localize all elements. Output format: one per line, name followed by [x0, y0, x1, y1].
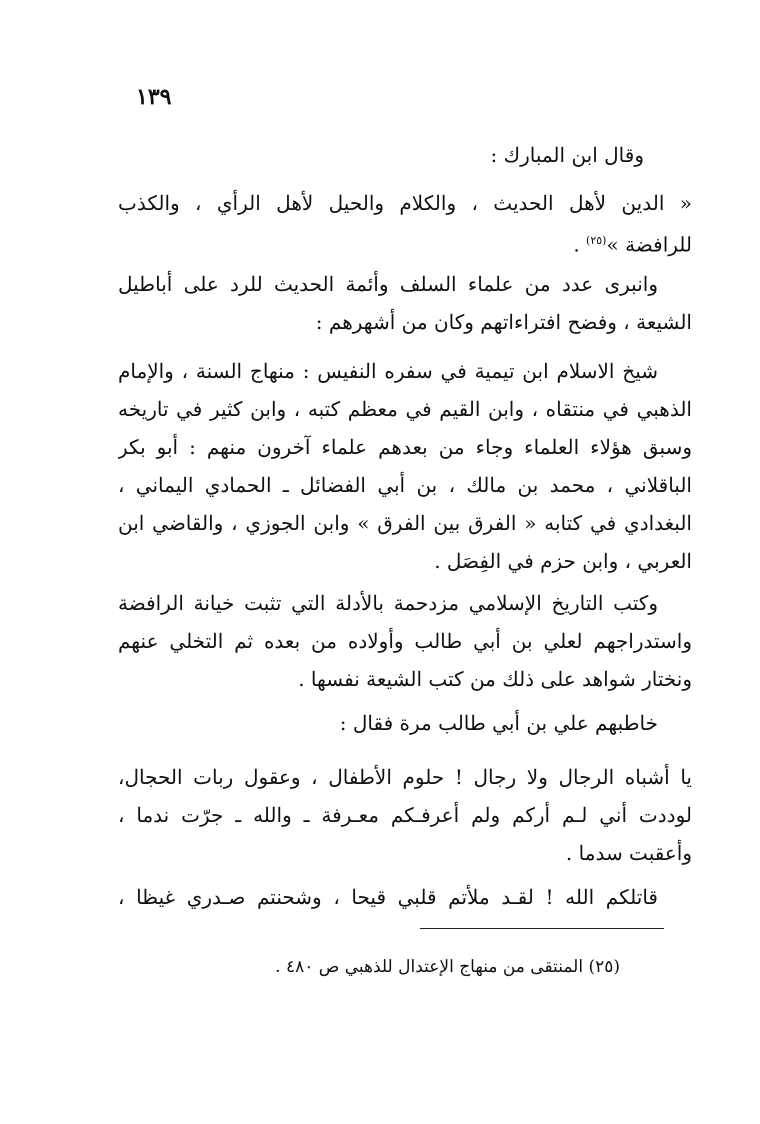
text-line: « الدين لأهل الحديث ، والكلام والحيل لأهل الرأي ، والكذب — [118, 191, 692, 215]
text-line: يا أشباه الرجال ولا رجال ! حلوم الأطفال ، وعقول ربات الحجال، — [118, 765, 692, 789]
text-line: العربي ، وابن حزم في الفِصَل . — [434, 549, 692, 573]
text-line: لوددت أني لـم أركم ولم أعرفـكم معـرفة ـ والله ـ جرّت ندما ، — [118, 803, 692, 827]
paragraph-ibn-mubarak-intro — [118, 136, 692, 174]
text-line: خاطبهم علي بن أبي طالب مرة فقال : — [339, 711, 658, 735]
paragraph-ali-speech — [118, 758, 692, 872]
footnote-reference: (٢٥) — [586, 234, 607, 247]
paragraph-scholars-response — [118, 265, 692, 341]
text-line: وانبرى عدد من علماء السلف وأئمة الحديث للرد على أباطيل — [118, 272, 658, 296]
paragraph-famous-scholars — [118, 352, 692, 580]
text-line: وكتب التاريخ الإسلامي مزدحمة بالأدلة التي تثبت خيانة الرافضة — [118, 591, 658, 615]
text-line: واستدراجهم لعلي بن أبي طالب وأولاده من بعده ثم التخلي عنهم — [118, 629, 692, 653]
text-line-with-note — [118, 222, 692, 260]
text-fragment: . — [573, 232, 587, 257]
text-line: الشيعة ، وفضح افتراءاتهم وكان من أشهرهم : — [315, 310, 692, 334]
paragraph-ali-speech-continued — [118, 878, 692, 916]
text-fragment: للرافضة » — [606, 232, 692, 257]
text-line: الذهبي في منتقاه ، وابن القيم في معظم كتبه ، وابن كثير في تاريخه — [118, 397, 692, 421]
text-line: الباقلاني ، محمد بن مالك ، بن أبي الفضائل ـ الحمادي اليماني ، — [118, 473, 692, 497]
text-line: ونختار شواهد على ذلك من كتب الشيعة نفسها . — [298, 667, 692, 691]
footnote-25: (٢٥) المنتقى من منهاج الإعتدال للذهبي ص ٤٨٠ . — [275, 957, 620, 977]
footnote-divider — [420, 928, 664, 929]
paragraph-ali-addressed — [118, 704, 692, 742]
text-line: وسبق هؤلاء العلماء وجاء من بعدهم علماء آخرون منهم : أبو بكر — [118, 435, 692, 459]
text-line: وأعقبت سدما . — [565, 841, 692, 865]
paragraph-history-books — [118, 584, 692, 698]
text-line: شيخ الاسلام ابن تيمية في سفره النفيس : منهاج السنة ، والإمام — [118, 359, 658, 383]
page-number: ١٣٩ — [136, 84, 172, 110]
paragraph-quote-religion — [118, 184, 692, 260]
text-line: البغدادي في كتابه « الفرق بين الفرق » وابن الجوزي ، والقاضي ابن — [118, 511, 692, 535]
text-line: قاتلكم الله ! لقـد ملأتم قلبي قيحا ، وشحنتم صـدري غيظا ، — [118, 885, 658, 909]
text-line: وقال ابن المبارك : — [490, 143, 644, 167]
